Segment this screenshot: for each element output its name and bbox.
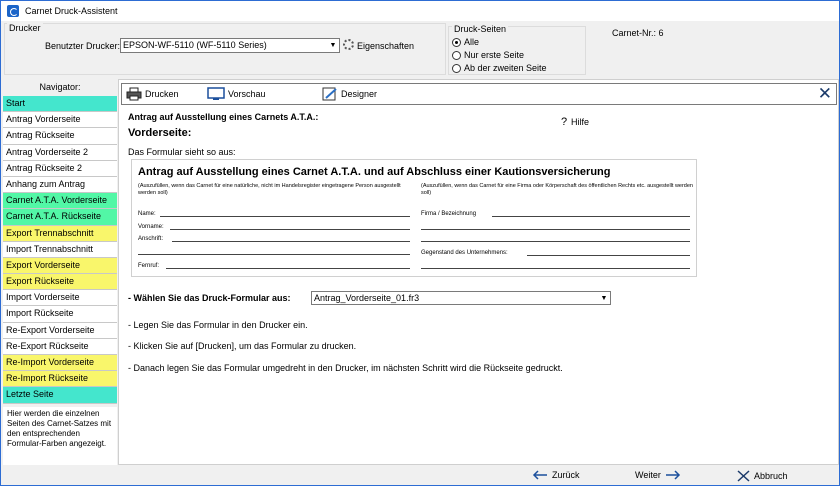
radio-first-page[interactable] bbox=[452, 50, 524, 60]
navigator-item[interactable]: Export Trennabschnitt bbox=[3, 226, 117, 242]
navigator-item[interactable]: Letzte Seite bbox=[3, 387, 117, 403]
navigator-title: Navigator: bbox=[39, 82, 81, 92]
next-button[interactable] bbox=[635, 470, 681, 480]
form-select[interactable] bbox=[311, 291, 611, 305]
form-field-anschrift: Anschrift: bbox=[138, 236, 164, 242]
form-line bbox=[421, 229, 690, 230]
cancel-button-label: Abbruch bbox=[754, 471, 788, 481]
printer-group bbox=[4, 23, 446, 75]
form-intro: Das Formular sieht so aus: bbox=[128, 147, 236, 157]
navigator-item[interactable]: Re-Export Vorderseite bbox=[3, 323, 117, 339]
instruction-1: - Legen Sie das Formular in den Drucker ein. bbox=[128, 320, 308, 330]
navigator-item[interactable]: Re-Import Rückseite bbox=[3, 371, 117, 387]
user-printer-label: Benutzter Drucker: bbox=[45, 41, 121, 51]
choose-form-label: - Wählen Sie das Druck-Formular aus: bbox=[128, 293, 291, 303]
radio-circle-icon[interactable] bbox=[452, 38, 461, 47]
radio-all[interactable] bbox=[452, 37, 479, 47]
preview-button-label: Vorschau bbox=[228, 89, 266, 99]
form-preview-title: Antrag auf Ausstellung eines Carnet A.T.A. und auf Abschluss einer Kautionsversicherung bbox=[138, 166, 611, 178]
form-line bbox=[421, 268, 690, 269]
form-line bbox=[492, 216, 690, 217]
navigator-item[interactable]: Antrag Rückseite 2 bbox=[3, 161, 117, 177]
next-button-label: Weiter bbox=[635, 470, 661, 480]
form-select-value: Antrag_Vorderseite_01.fr3 bbox=[314, 293, 420, 303]
form-line bbox=[166, 268, 410, 269]
radio-circle-icon[interactable] bbox=[452, 51, 461, 60]
form-field-fernruf: Fernruf: bbox=[138, 263, 160, 269]
app-icon bbox=[7, 5, 19, 17]
navigator-item[interactable]: Import Rückseite bbox=[3, 306, 117, 322]
form-left-note: (Auszufüllen, wenn das Carnet für eine natürliche, nicht im Handelsregister eingetragene Person ausgestellt werden soll) bbox=[138, 183, 401, 196]
cancel-button[interactable] bbox=[737, 470, 788, 482]
radio-label: Nur erste Seite bbox=[464, 50, 525, 60]
radio-label: Ab der zweiten Seite bbox=[464, 63, 547, 73]
side-title: Vorderseite: bbox=[128, 127, 192, 139]
toolbar-frame bbox=[121, 83, 837, 105]
designer-button[interactable] bbox=[322, 87, 377, 101]
back-button-label: Zurück bbox=[552, 470, 580, 480]
content-heading: Antrag auf Ausstellung eines Carnets A.T.A.: bbox=[128, 112, 319, 122]
navigator-item[interactable]: Export Vorderseite bbox=[3, 258, 117, 274]
navigator-item[interactable]: Antrag Vorderseite bbox=[3, 112, 117, 128]
navigator-list bbox=[3, 96, 117, 404]
help-link[interactable]: Hilfe bbox=[571, 117, 590, 127]
toolbar bbox=[119, 80, 838, 109]
form-line bbox=[138, 254, 410, 255]
cancel-x-icon bbox=[737, 470, 750, 482]
radio-circle-icon[interactable] bbox=[452, 64, 461, 73]
navigator-item[interactable]: Start bbox=[3, 96, 117, 112]
chevron-down-icon: ▼ bbox=[329, 42, 337, 49]
print-button[interactable] bbox=[126, 87, 179, 101]
navigator-item[interactable]: Carnet A.T.A. Rückseite bbox=[3, 209, 117, 225]
back-button[interactable] bbox=[532, 470, 580, 480]
arrow-left-icon bbox=[532, 470, 548, 480]
navigator-item[interactable]: Re-Export Rückseite bbox=[3, 339, 117, 355]
navigator-item[interactable]: Antrag Rückseite bbox=[3, 128, 117, 144]
properties-button[interactable]: Eigenschaften bbox=[357, 41, 415, 51]
carnet-number: Carnet-Nr.: 6 bbox=[612, 28, 664, 38]
printer-group-label: Drucker bbox=[9, 23, 41, 33]
designer-button-label: Designer bbox=[341, 89, 378, 99]
printer-icon bbox=[126, 87, 142, 101]
close-icon[interactable]: ✕ bbox=[817, 84, 832, 103]
form-line bbox=[170, 229, 410, 230]
print-button-label: Drucken bbox=[145, 89, 179, 99]
instruction-2: - Klicken Sie auf [Drucken], um das Formular zu drucken. bbox=[128, 341, 357, 351]
navigator-item[interactable]: Import Trennabschnitt bbox=[3, 242, 117, 258]
title-bar bbox=[1, 1, 839, 21]
help-icon[interactable]: ? bbox=[561, 116, 568, 128]
form-line bbox=[421, 241, 690, 242]
arrow-right-icon bbox=[665, 470, 681, 480]
printer-select[interactable] bbox=[120, 38, 340, 53]
form-field-name: Name: bbox=[138, 211, 156, 217]
navigator-info: Hier werden die einzelnen Seiten des Carnet-Satzes mit den entsprechenden Formular-Farben angezeigt. bbox=[3, 407, 117, 465]
navigator-item[interactable]: Import Vorderseite bbox=[3, 290, 117, 306]
preview-button[interactable] bbox=[207, 87, 266, 101]
footer-bar bbox=[1, 466, 839, 486]
navigator-item[interactable]: Anhang zum Antrag bbox=[3, 177, 117, 193]
monitor-icon bbox=[207, 87, 225, 101]
radio-label: Alle bbox=[464, 37, 480, 47]
form-right-note: (Auszufüllen, wenn das Carnet für eine Firma oder Körperschaft des öffentlichen Rechts etc. ausgestellt werden soll) bbox=[421, 183, 693, 196]
radio-from-second-page[interactable] bbox=[452, 63, 547, 73]
navigator-item[interactable]: Re-Import Vorderseite bbox=[3, 355, 117, 371]
main-panel bbox=[118, 79, 839, 465]
print-pages-group bbox=[448, 26, 586, 75]
form-line bbox=[160, 216, 410, 217]
print-pages-label: Druck-Seiten bbox=[454, 24, 507, 34]
form-field-firma: Firma / Bezeichnung bbox=[421, 211, 477, 217]
form-field-vorname: Vorname: bbox=[138, 224, 164, 230]
designer-pencil-icon bbox=[322, 87, 338, 101]
navigator-item[interactable]: Export Rückseite bbox=[3, 274, 117, 290]
form-line bbox=[172, 241, 410, 242]
chevron-down-icon: ▼ bbox=[600, 294, 608, 302]
form-field-gegenstand: Gegenstand des Unternehmens: bbox=[421, 250, 508, 256]
form-line bbox=[527, 255, 690, 256]
navigator-item[interactable]: Antrag Vorderseite 2 bbox=[3, 145, 117, 161]
printer-select-value: EPSON-WF-5110 (WF-5110 Series) bbox=[123, 40, 267, 50]
window-title: Carnet Druck-Assistent bbox=[25, 6, 118, 16]
gear-icon[interactable] bbox=[343, 39, 354, 50]
form-preview-image bbox=[131, 159, 697, 277]
instruction-3: - Danach legen Sie das Formular umgedreht in den Drucker, im nächsten Schritt wird die Rückseite gedruckt. bbox=[128, 363, 563, 373]
navigator-item[interactable]: Carnet A.T.A. Vorderseite bbox=[3, 193, 117, 209]
